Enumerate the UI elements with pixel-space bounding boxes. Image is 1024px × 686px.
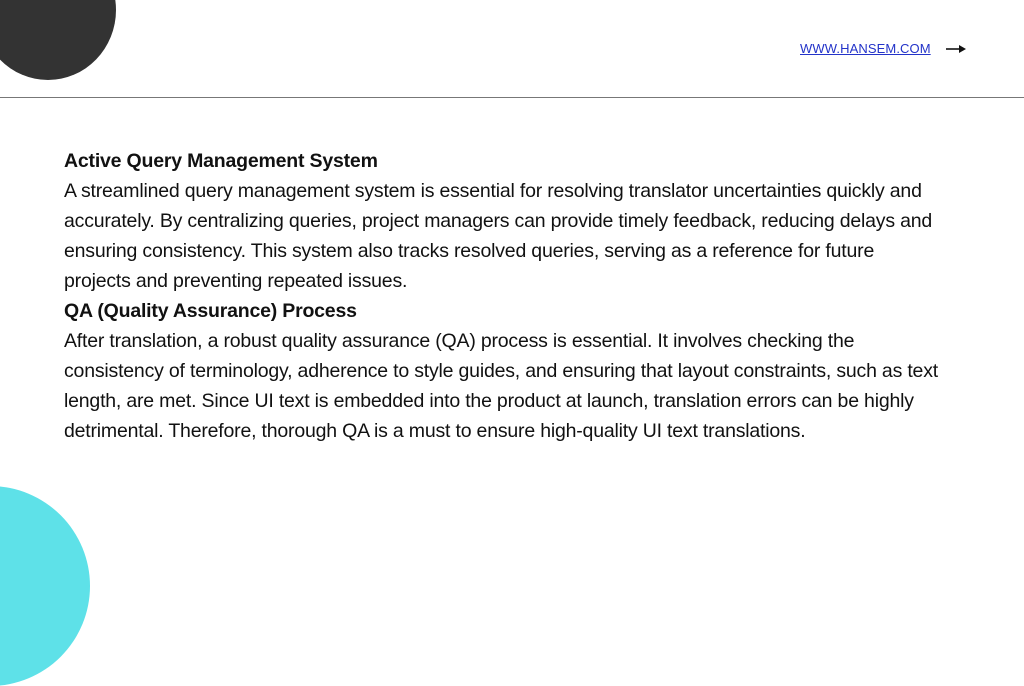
decorative-dark-circle: [0, 0, 116, 80]
arrow-right-icon[interactable]: [945, 43, 967, 55]
section-query-management: [64, 146, 944, 296]
section-body: After translation, a robust quality assurance (QA) process is essential. It involves checking the consistency of terminology, adherence to style guides, and ensuring that layout constraints, such as text length, are met. Since UI text is embedded into the product at launch, translation errors can be highly detrimental. Therefore, thorough QA is a must to ensure high-quality UI text translations.: [64, 330, 938, 442]
section-qa-process: [64, 296, 944, 446]
section-title: Active Query Management System: [64, 150, 378, 172]
main-content: [64, 146, 944, 446]
header-divider: [0, 97, 1024, 98]
section-title: QA (Quality Assurance) Process: [64, 300, 357, 322]
decorative-cyan-circle: [0, 486, 90, 686]
website-link[interactable]: WWW.HANSEM.COM: [800, 41, 931, 56]
section-body: A streamlined query management system is essential for resolving translator uncertainties quickly and accurately. By centralizing queries, project managers can provide timely feedback, reducing delays and ensuring consistency. This system also tracks resolved queries, serving as a reference for future projects and preventing repeated issues.: [64, 180, 933, 292]
